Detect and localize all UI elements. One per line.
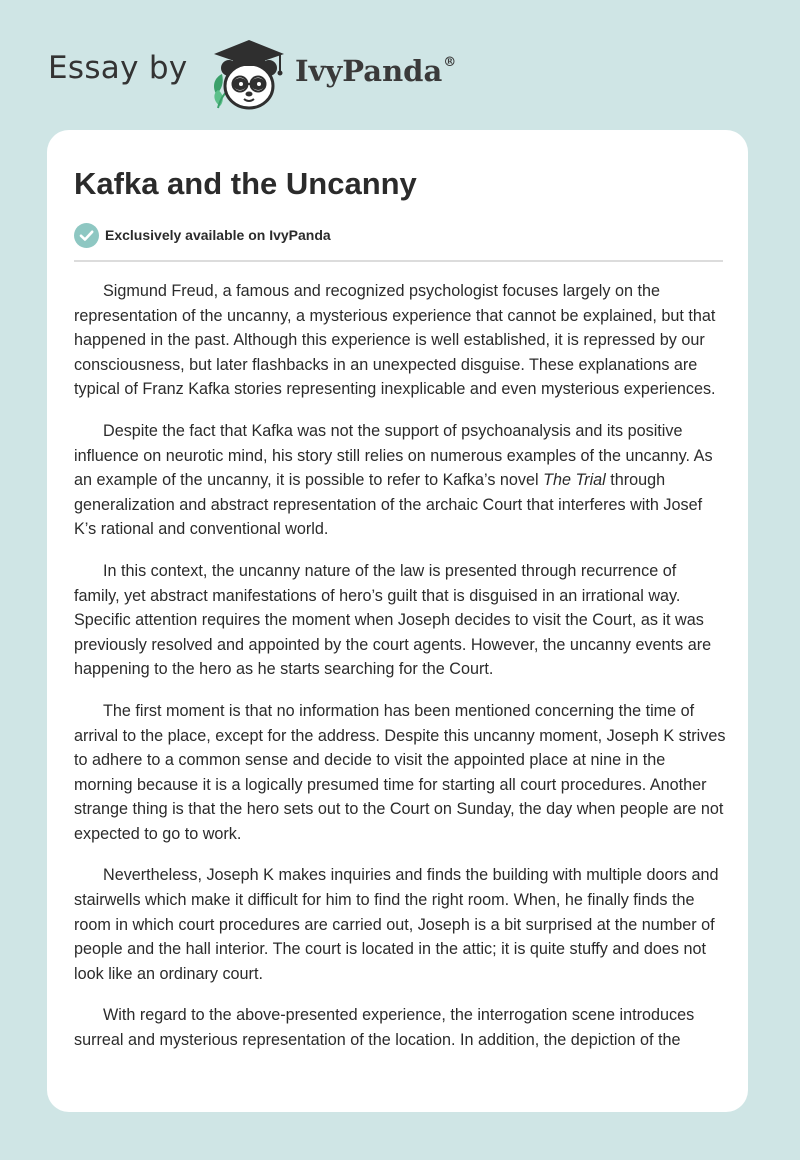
badge-text: Exclusively available on IvyPanda <box>105 227 331 243</box>
paragraph-2-text-a: Despite the fact that Kafka was not the support of psychoanalysis and its positive influence on neurotic mind, his story still relies on numerous examples of the uncanny. As an example of the uncanny, it is possible to refer to Kafka’s novel <box>74 421 713 490</box>
article-body <box>74 279 726 1070</box>
site-header <box>48 30 508 110</box>
essay-card <box>47 130 748 1112</box>
registered-mark: ® <box>443 55 457 71</box>
essay-by-label: Essay by <box>48 50 188 86</box>
exclusive-badge <box>74 222 331 248</box>
paragraph-1: Sigmund Freud, a famous and recognized psychologist focuses largely on the representation of the uncanny, a mysterious experience that cannot be explained, but that happened in the past. Although this experience is well established, it is repressed by our consciousness, but later flashbacks in an unexpected disguise. These explanations are typical of Franz Kafka stories representing inexplicable and even mysterious experiences. <box>74 282 716 399</box>
paragraph-4: The first moment is that no information has been mentioned concerning the time of arrival to the place, except for the address. Despite this uncanny moment, Joseph K strives to adhere to a common sense and decide to visit the appointed place at nine in the morning because it is a logically presumed time for starting all court procedures. Another strange thing is that the hero sets out to the Court on Sunday, the day when people are not expected to go to work. <box>74 701 726 843</box>
paragraph-2 <box>74 419 726 542</box>
divider <box>74 260 723 262</box>
book-title-the-trial: The Trial <box>543 471 606 490</box>
panda-graduate-logo-icon[interactable] <box>202 34 292 112</box>
paragraph-2-text-b: through generalization and abstract representation of the archaic Court that interferes with Josef K’s rational and conventional world. <box>74 471 703 539</box>
paragraph-3: In this context, the uncanny nature of the law is presented through recurrence of family, yet abstract manifestations of hero’s guilt that is disguised in an irrational way. Specific attention requires the moment when Joseph decides to visit the Court, as it was previously resolved and appointed by the court agents. However, the uncanny events are happening to the hero as he starts searching for the Court. <box>74 561 712 679</box>
brand-logo-text[interactable] <box>295 54 456 88</box>
paragraph-5: Nevertheless, Joseph K makes inquiries and finds the building with multiple doors and stairwells which make it difficult for him to find the right room. When, he finally finds the room in which court procedures are carried out, Joseph is a bit surprised at the number of people and the hall interior. The court is located in the attic; it is quite stuffy and does not look like an ordinary court. <box>74 866 719 983</box>
page-title: Kafka and the Uncanny <box>74 166 417 201</box>
paragraph-6: With regard to the above-presented experience, the interrogation scene introduces surreal and mysterious representation of the location. In addition, the depiction of the <box>74 1006 695 1050</box>
check-circle-icon <box>74 223 99 248</box>
brand-name: IvyPanda <box>295 54 443 88</box>
